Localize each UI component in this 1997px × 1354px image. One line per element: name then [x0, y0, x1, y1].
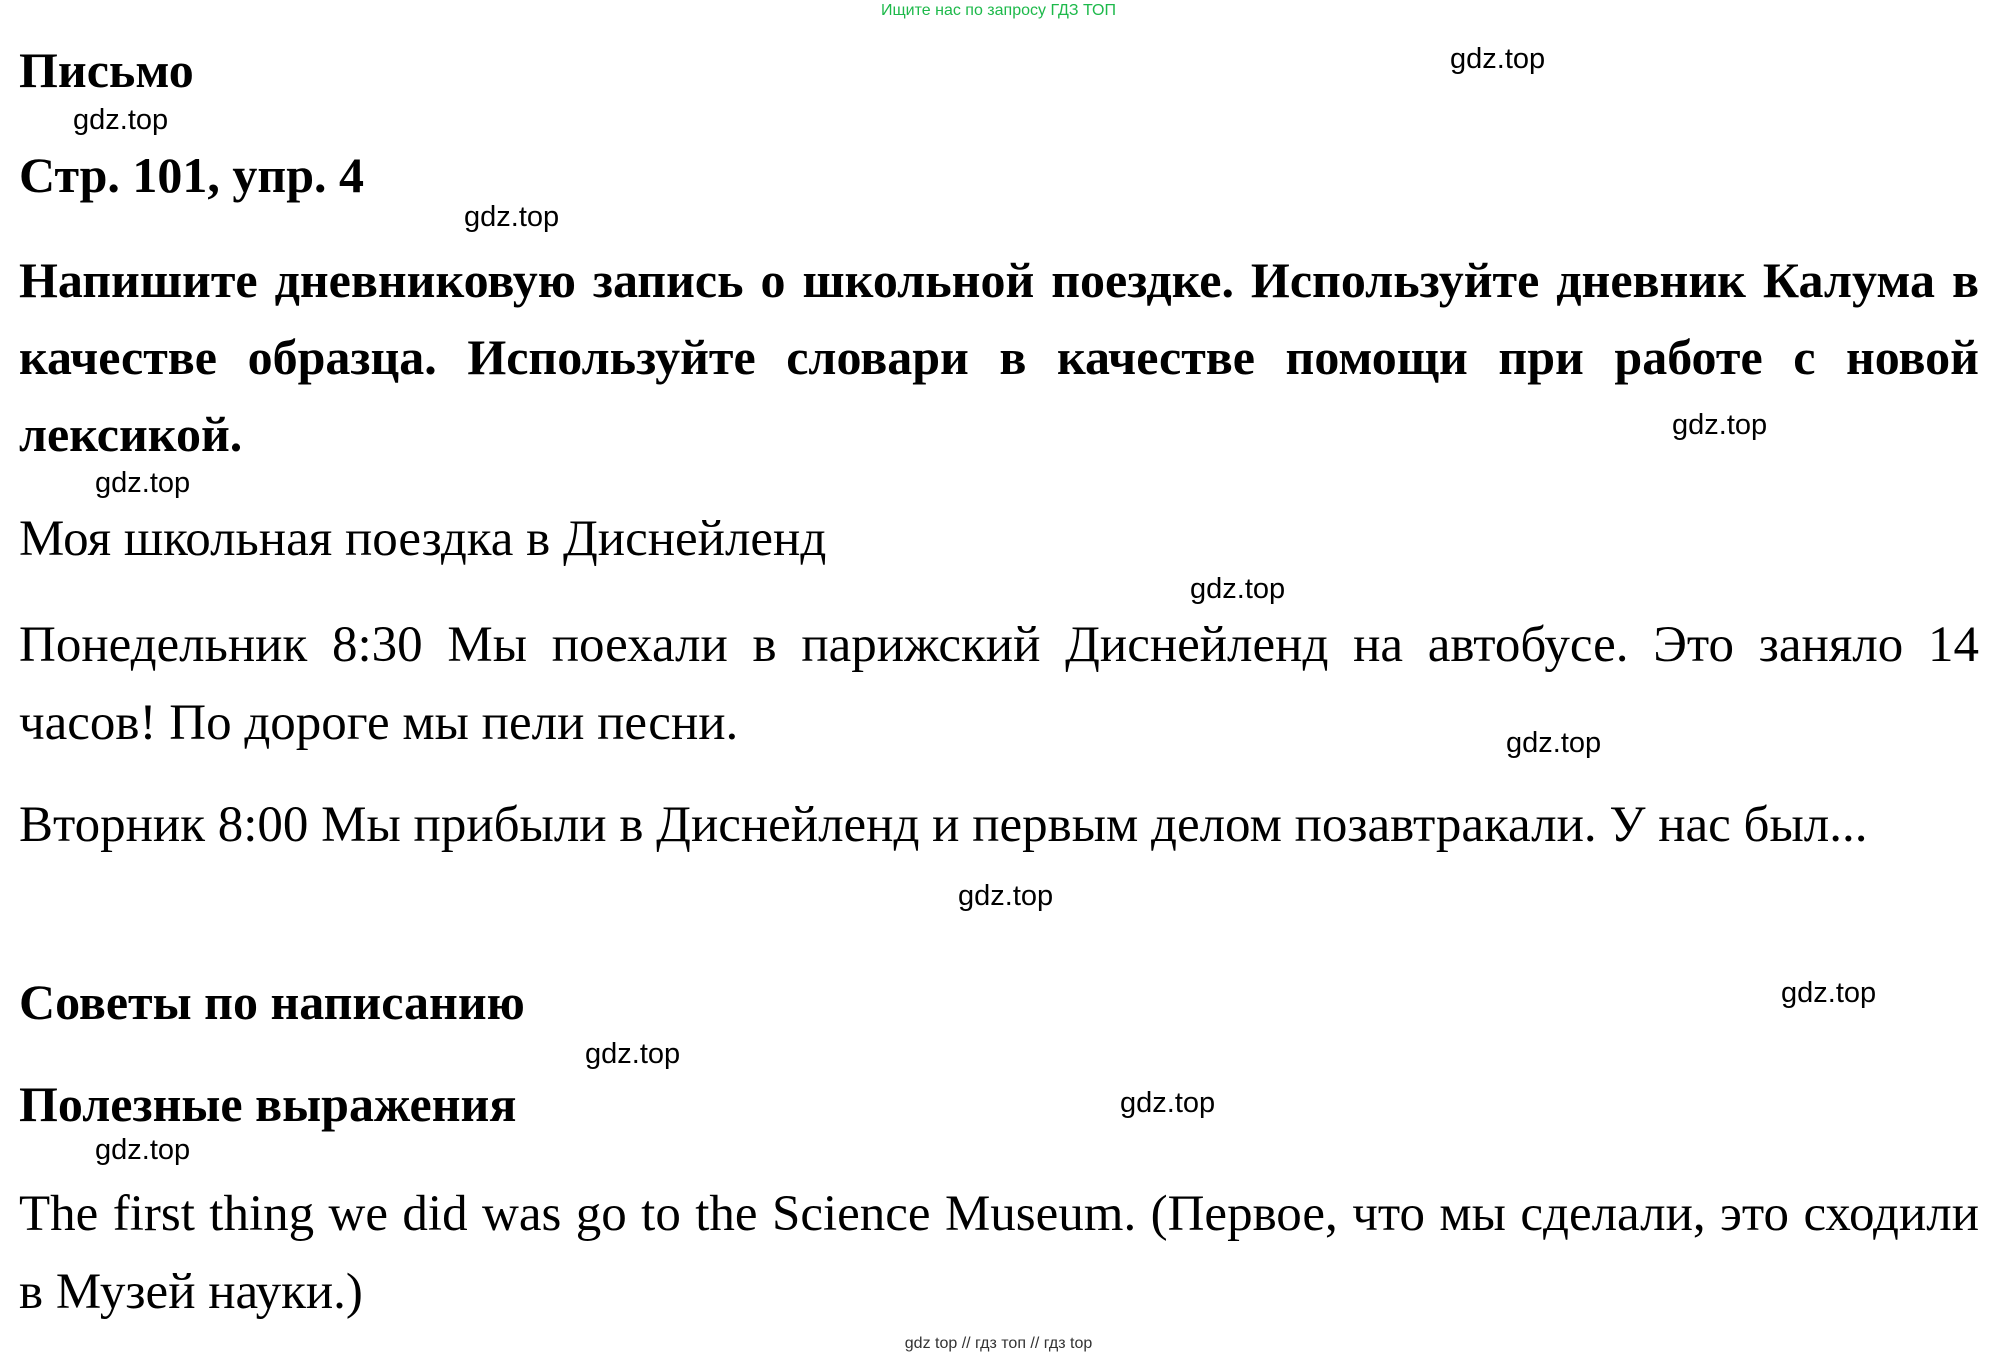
watermark: gdz.top — [1190, 573, 1286, 605]
watermark: gdz.top — [95, 1134, 191, 1166]
page-title-block — [19, 40, 1979, 100]
watermark: gdz.top — [1120, 1087, 1216, 1119]
diary-entry-tuesday: Вторник 8:00 Мы прибыли в Диснейленд и первым делом позавтракали. У нас был... — [19, 797, 1868, 853]
watermark: gdz.top — [464, 201, 560, 233]
diary-entry-monday: Понедельник 8:30 Мы поехали в парижский Диснейленд на автобусе. Это заняло 14 часов! По дороге мы пели песни. — [19, 617, 1979, 751]
phrase-example: The first thing we did was go to the Science Museum. (Первое, что мы сделали, это сходили в Музей науки.) — [19, 1186, 1979, 1320]
watermark: gdz.top — [585, 1038, 681, 1070]
bottom-banner: gdz top // гдз топ // гдз top — [904, 1335, 1093, 1352]
phrases-heading: Полезные выражения — [19, 1076, 517, 1132]
watermark: gdz.top — [95, 467, 191, 499]
exercise-number: Стр. 101, упр. 4 — [19, 147, 365, 203]
watermark: gdz.top — [958, 880, 1054, 912]
page-title: Письмо — [19, 42, 194, 98]
tips-heading: Советы по написанию — [19, 974, 525, 1030]
watermark: gdz.top — [73, 104, 169, 136]
task-text: Напишите дневниковую запись о школьной поездке. Используйте дневник Калума в качестве образца. Используйте словари в качестве помощи при работе с новой лексикой. — [19, 252, 1979, 462]
watermark: gdz.top — [1450, 43, 1546, 75]
tips-block — [19, 972, 1979, 1032]
watermark: gdz.top — [1672, 409, 1768, 441]
watermark: gdz.top — [1506, 727, 1602, 759]
diary-title: Моя школьная поездка в Диснейленд — [19, 511, 827, 567]
exercise-block — [19, 145, 1979, 205]
watermark: gdz.top — [1781, 977, 1877, 1009]
phrases-block — [19, 1074, 1979, 1134]
top-banner: Ищите нас по запросу ГДЗ ТОП — [881, 2, 1116, 19]
